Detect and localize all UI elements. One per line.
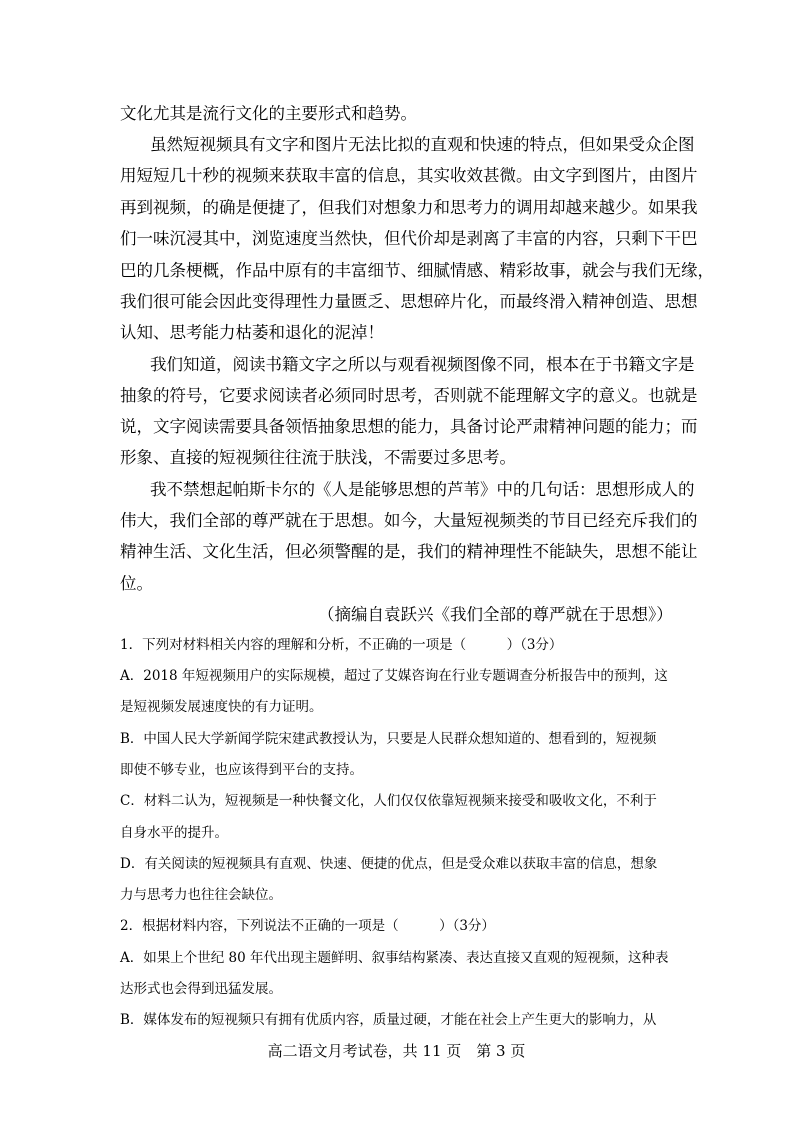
question-line: 2．根据材料内容，下列说法不正确的一项是（ ）（3分） (120, 918, 495, 934)
body-line: 我们知道，阅读书籍文字之所以与观看视频图像不同，根本在于书籍文字是 (150, 355, 695, 374)
body-line: 认知、思考能力枯萎和退化的泥淖！ (120, 323, 384, 342)
body-line: 再到视频，的确是便捷了，但我们对想象力和思考力的调用却越来越少。如果我 (120, 198, 698, 217)
question-line: 是短视频发展速度快的有力证明。 (120, 699, 323, 715)
body-line: 我不禁想起帕斯卡尔的《人是能够思想的芦苇》中的几句话：思想形成人的 (150, 480, 695, 499)
question-line: 1．下列对材料相关内容的理解和分析，不正确的一项是（ ）（3分） (120, 637, 563, 653)
body-line: 位。 (120, 574, 153, 593)
question-line: C．材料二认为，短视频是一种快餐文化，人们仅仅依靠短视频来接受和吸收文化，不利于 (120, 793, 657, 809)
question-line: B．媒体发布的短视频只有拥有优质内容，质量过硬，才能在社会上产生更大的影响力，从 (120, 1012, 657, 1028)
question-line: 即使不够专业，也应该得到平台的支持。 (120, 762, 363, 778)
body-line: 抽象的符号，它要求阅读者必须同时思考，否则就不能理解文字的意义。也就是 (120, 386, 698, 405)
question-line: A．如果上个世纪 80 年代出现主题鲜明、叙事结构紧凑、表达直接又直观的短视频，这种表 (120, 950, 669, 966)
question-line: D．有关阅读的短视频具有直观、快速、便捷的优点，但是受众难以获取丰富的信息，想象 (120, 856, 658, 872)
body-line: 们一味沉浸其中，浏览速度当然快，但代价却是剥离了丰富的内容，只剩下干巴 (120, 229, 698, 248)
body-line: 巴的几条梗概，作品中原有的丰富细节、细腻情感、精彩故事，就会与我们无缘， (120, 261, 714, 280)
body-line: 我们很可能会因此变得理性力量匮乏、思想碎片化，而最终滑入精神创造、思想 (120, 292, 698, 311)
body-line: 用短短几十秒的视频来获取丰富的信息，其实收效甚微。由文字到图片，由图片 (120, 166, 698, 185)
body-line: 伟大，我们全部的尊严就在于思想。如今，大量短视频类的节目已经充斥我们的 (120, 511, 698, 530)
question-line: A．2018 年短视频用户的实际规模，超过了艾媒咨询在行业专题调查分析报告中的预判，这 (120, 668, 668, 684)
body-line: 文化尤其是流行文化的主要形式和趋势。 (120, 104, 417, 123)
body-line: 虽然短视频具有文字和图片无法比拟的直观和快速的特点，但如果受众企图 (150, 135, 695, 154)
body-line: 形象、直接的短视频往往流于肤浅，不需要过多思考。 (120, 448, 516, 467)
page-footer: 高二语文月考试卷，共 11 页 第 3 页 (267, 1042, 526, 1060)
question-line: 自身水平的提升。 (120, 825, 228, 841)
question-line: 达形式也会得到迅猛发展。 (120, 981, 282, 997)
source-citation: （摘编自袁跃兴《我们全部的尊严就在于思想》） (318, 605, 673, 624)
body-line: 精神生活、文化生活，但必须警醒的是，我们的精神理性不能缺失，思想不能让 (120, 542, 698, 561)
body-line: 说，文字阅读需要具备领悟抽象思想的能力，具备讨论严肃精神问题的能力；而 (120, 417, 698, 436)
question-line: B．中国人民大学新闻学院宋建武教授认为，只要是人民群众想知道的、想看到的，短视频 (120, 731, 657, 747)
question-line: 力与思考力也往往会缺位。 (120, 887, 282, 903)
